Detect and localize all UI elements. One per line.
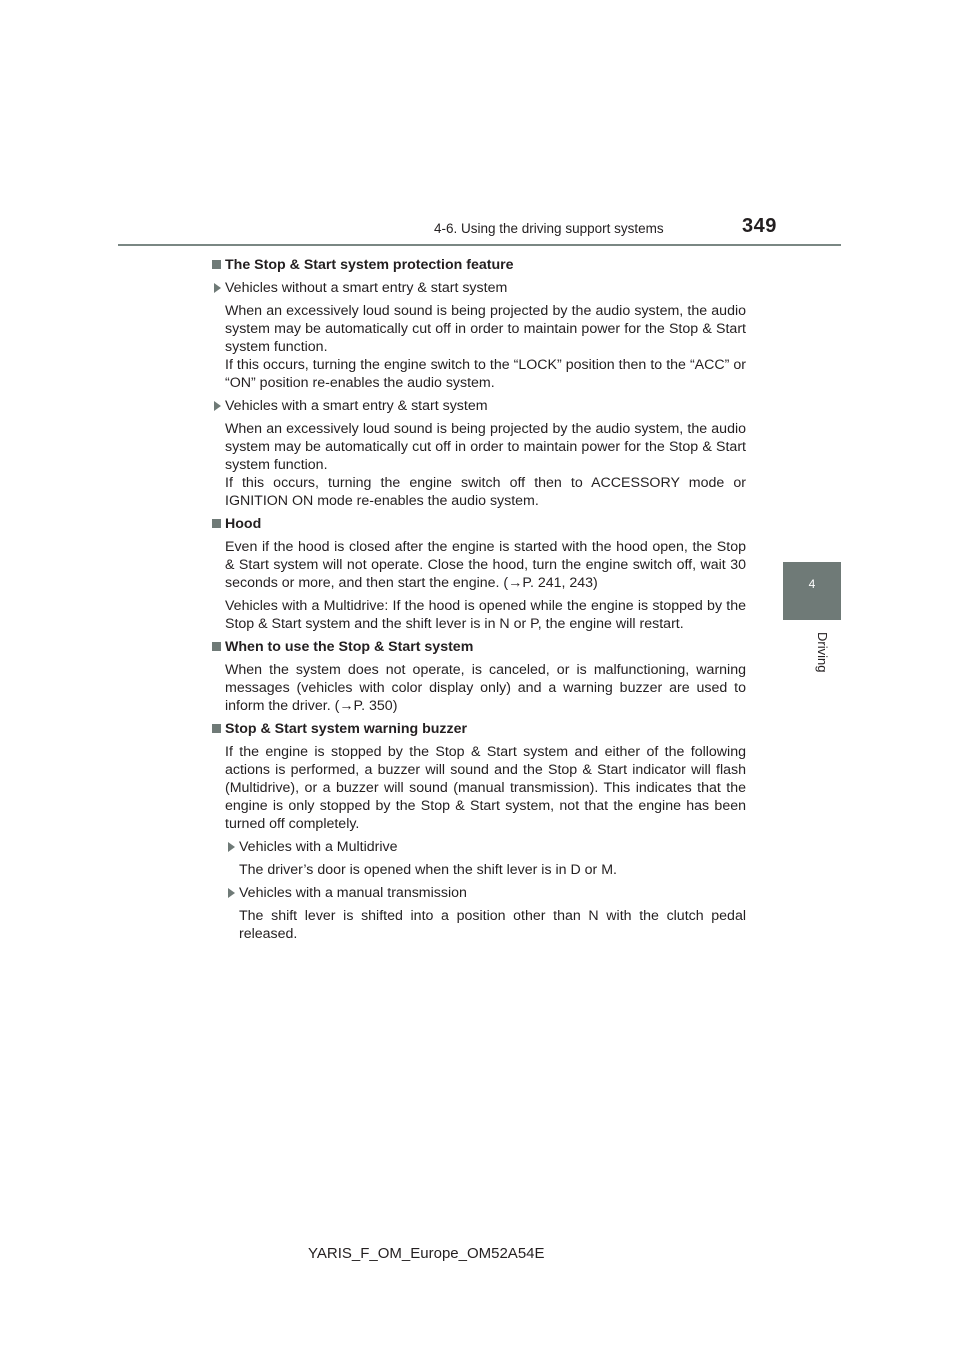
triangle-bullet-icon: [228, 842, 235, 852]
paragraph: [226, 907, 746, 943]
paragraph-text: The driver’s door is opened when the shift lever is in D or M.: [239, 862, 617, 878]
paragraph-text: If this occurs, turning the engine switch to the “LOCK” position then to the “ACC” or “ON” position re-enables the audio system.: [225, 357, 746, 391]
paragraph-text: Vehicles with a Multidrive: If the hood is opened while the engine is stopped by the Stop & Start system and the shift lever is in N or P, the engine will restart.: [225, 598, 746, 632]
bullet-text: Vehicles with a Multidrive: [239, 839, 398, 855]
paragraph: [226, 861, 746, 879]
paragraph: [212, 420, 746, 510]
paragraph-text: The shift lever is shifted into a position other than N with the clutch pedal released.: [239, 908, 746, 942]
paragraph-text: When an excessively loud sound is being projected by the audio system, the audio system may be automatically cut off in order to maintain power for the Stop & Start system function.: [225, 303, 746, 355]
bullet-text: Vehicles with a smart entry & start system: [225, 398, 488, 414]
section-heading: [212, 515, 746, 533]
page-number: 349: [742, 215, 777, 237]
triangle-bullet-icon: [228, 888, 235, 898]
page-content: [212, 256, 746, 948]
paragraph-text: When an excessively loud sound is being projected by the audio system, the audio system may be automatically cut off in order to maintain power for the Stop & Start system function.: [225, 421, 746, 473]
section-heading: [212, 720, 746, 738]
header-divider: [118, 244, 841, 246]
section-heading: [212, 638, 746, 656]
list-item: [212, 279, 746, 297]
paragraph-text: If the engine is stopped by the Stop & Start system and either of the following actions is performed, a buzzer will sound and the Stop & Start indicator will flash (Multidrive), or a buzzer will sound (manual transmission). This indicates that the engine is only stopped by the Stop & Start system, not that the engine has been turned off completely.: [225, 744, 746, 832]
square-bullet-icon: [212, 642, 221, 651]
triangle-bullet-icon: [214, 401, 221, 411]
chapter-label: Driving: [815, 632, 830, 673]
square-bullet-icon: [212, 260, 221, 269]
list-item: [226, 838, 746, 856]
square-bullet-icon: [212, 519, 221, 528]
paragraph: [212, 661, 746, 715]
paragraph: [212, 302, 746, 392]
bullet-text: Vehicles with a manual transmission: [239, 885, 467, 901]
heading-text: When to use the Stop & Start system: [225, 639, 474, 655]
paragraph: [212, 538, 746, 592]
heading-text: Stop & Start system warning buzzer: [225, 721, 468, 737]
section-heading: [212, 256, 746, 274]
bullet-text: Vehicles without a smart entry & start system: [225, 280, 508, 296]
list-item: [226, 884, 746, 902]
paragraph: [212, 743, 746, 833]
paragraph-text: If this occurs, turning the engine switch off then to ACCESSORY mode or IGNITION ON mode re-enables the audio system.: [225, 475, 746, 509]
paragraph-text: Even if the hood is closed after the engine is started with the hood open, the Stop & Start system will not operate. Close the hood, turn the engine switch off, wait 30 seconds or more, and then start the engine. (→P. 241, 243): [225, 539, 746, 591]
triangle-bullet-icon: [214, 283, 221, 293]
paragraph: [212, 597, 746, 633]
paragraph-text: When the system does not operate, is canceled, or is malfunctioning, warning messages (vehicles with color display only) and a warning buzzer are used to inform the driver. (→P. 350): [225, 662, 746, 714]
chapter-number: 4: [808, 577, 816, 591]
chapter-tab[interactable]: [783, 562, 841, 620]
document-id: YARIS_F_OM_Europe_OM52A54E: [308, 1245, 545, 1262]
section-title: 4-6. Using the driving support systems: [434, 221, 664, 236]
heading-text: Hood: [225, 516, 262, 532]
list-item: [212, 397, 746, 415]
square-bullet-icon: [212, 724, 221, 733]
heading-text: The Stop & Start system protection feature: [225, 257, 514, 273]
